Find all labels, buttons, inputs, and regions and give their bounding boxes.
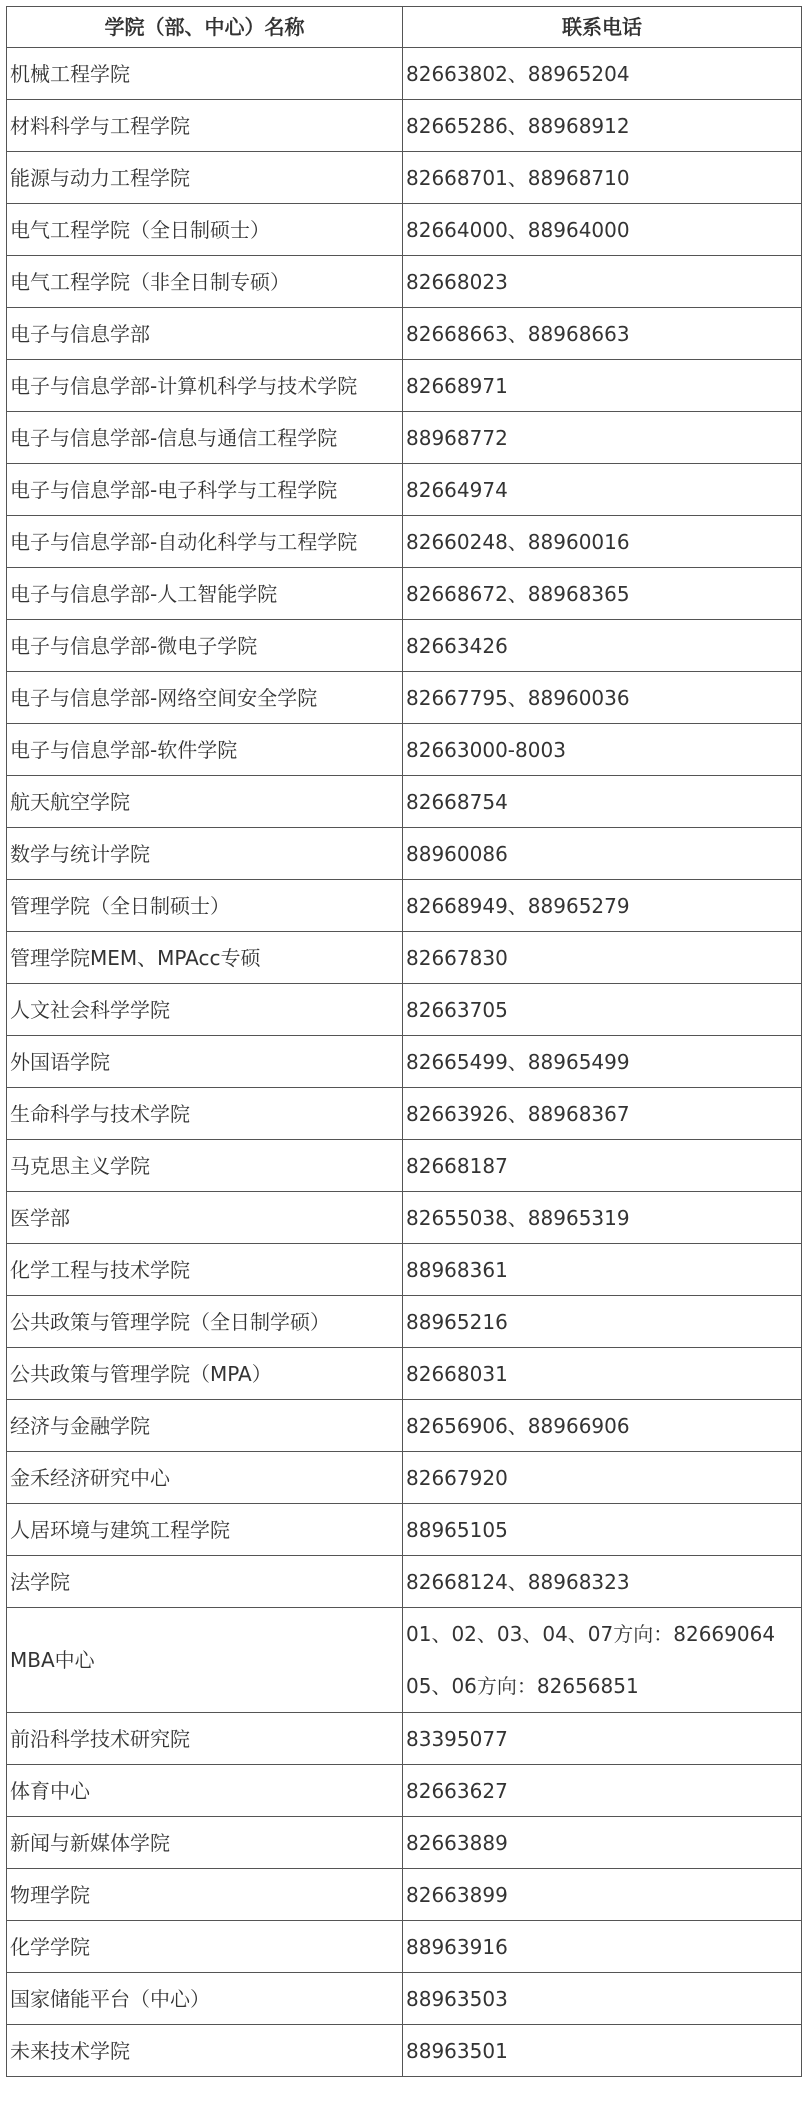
table-row <box>7 1088 802 1140</box>
phone-cell: 82663889 <box>403 1817 802 1869</box>
college-name-cell: 管理学院MEM、MPAcc专硕 <box>7 932 403 984</box>
college-name-cell: 化学工程与技术学院 <box>7 1244 403 1296</box>
phone-cell: 82668663、88968663 <box>403 308 802 360</box>
table-row <box>7 1504 802 1556</box>
college-name-cell: 航天航空学院 <box>7 776 403 828</box>
phone-cell: 82667830 <box>403 932 802 984</box>
phone-cell: 82668949、88965279 <box>403 880 802 932</box>
college-name-cell: 机械工程学院 <box>7 48 403 100</box>
college-name-cell: 马克思主义学院 <box>7 1140 403 1192</box>
phone-cell: 82668124、88968323 <box>403 1556 802 1608</box>
table-row <box>7 1817 802 1869</box>
contact-table-wrapper <box>6 6 802 2077</box>
table-row <box>7 1036 802 1088</box>
phone-cell: 82668672、88968365 <box>403 568 802 620</box>
table-row <box>7 204 802 256</box>
table-row <box>7 828 802 880</box>
phone-cell: 82665286、88968912 <box>403 100 802 152</box>
header-contact-phone: 联系电话 <box>403 7 802 48</box>
college-name-cell: 电子与信息学部-网络空间安全学院 <box>7 672 403 724</box>
college-name-cell: 电子与信息学部 <box>7 308 403 360</box>
college-name-cell: 电子与信息学部-人工智能学院 <box>7 568 403 620</box>
table-row <box>7 1348 802 1400</box>
college-name-cell: 生命科学与技术学院 <box>7 1088 403 1140</box>
phone-cell: 82664974 <box>403 464 802 516</box>
table-row <box>7 1869 802 1921</box>
phone-cell: 82663802、88965204 <box>403 48 802 100</box>
phone-cell: 82668754 <box>403 776 802 828</box>
table-row <box>7 568 802 620</box>
phone-cell: 88968361 <box>403 1244 802 1296</box>
table-row <box>7 412 802 464</box>
phone-cell: 82663627 <box>403 1765 802 1817</box>
phone-cell: 82668023 <box>403 256 802 308</box>
college-name-cell: 法学院 <box>7 1556 403 1608</box>
phone-cell: 82664000、88964000 <box>403 204 802 256</box>
college-name-cell: 电子与信息学部-微电子学院 <box>7 620 403 672</box>
table-row <box>7 1556 802 1608</box>
table-row <box>7 308 802 360</box>
phone-cell: 88965216 <box>403 1296 802 1348</box>
phone-cell: 88963503 <box>403 1973 802 2025</box>
table-row <box>7 672 802 724</box>
phone-cell: 82667795、88960036 <box>403 672 802 724</box>
header-college-name: 学院（部、中心）名称 <box>7 7 403 48</box>
college-name-cell: 人居环境与建筑工程学院 <box>7 1504 403 1556</box>
phone-line: 01、02、03、04、07方向：82669064 <box>406 1622 776 1646</box>
college-name-cell: 电气工程学院（非全日制专硕） <box>7 256 403 308</box>
table-row <box>7 1140 802 1192</box>
phone-cell: 82660248、88960016 <box>403 516 802 568</box>
table-row <box>7 1713 802 1765</box>
college-name-cell: 电子与信息学部-电子科学与工程学院 <box>7 464 403 516</box>
college-name-cell: 外国语学院 <box>7 1036 403 1088</box>
college-name-cell: 物理学院 <box>7 1869 403 1921</box>
phone-cell-multiline <box>403 1608 802 1713</box>
college-name-cell: 公共政策与管理学院（全日制学硕） <box>7 1296 403 1348</box>
phone-cell: 82668701、88968710 <box>403 152 802 204</box>
table-row <box>7 464 802 516</box>
college-name-cell: 新闻与新媒体学院 <box>7 1817 403 1869</box>
college-name-cell: 前沿科学技术研究院 <box>7 1713 403 1765</box>
phone-cell: 82663705 <box>403 984 802 1036</box>
college-name-cell: 电子与信息学部-自动化科学与工程学院 <box>7 516 403 568</box>
phone-cell: 82667920 <box>403 1452 802 1504</box>
table-row <box>7 1192 802 1244</box>
phone-line: 05、06方向：82656851 <box>406 1674 639 1698</box>
table-row <box>7 256 802 308</box>
college-name-cell: 体育中心 <box>7 1765 403 1817</box>
college-name-cell: 电子与信息学部-计算机科学与技术学院 <box>7 360 403 412</box>
phone-cell: 82663426 <box>403 620 802 672</box>
table-row <box>7 1452 802 1504</box>
table-row <box>7 48 802 100</box>
phone-cell: 82665499、88965499 <box>403 1036 802 1088</box>
phone-cell: 88965105 <box>403 1504 802 1556</box>
table-row <box>7 360 802 412</box>
table-row <box>7 1973 802 2025</box>
table-row <box>7 880 802 932</box>
phone-cell: 88963916 <box>403 1921 802 1973</box>
phone-cell: 88963501 <box>403 2025 802 2077</box>
table-row <box>7 620 802 672</box>
college-name-cell: 未来技术学院 <box>7 2025 403 2077</box>
table-row <box>7 516 802 568</box>
college-name-cell: 人文社会科学学院 <box>7 984 403 1036</box>
college-name-cell: 化学学院 <box>7 1921 403 1973</box>
phone-cell: 83395077 <box>403 1713 802 1765</box>
phone-cell: 88960086 <box>403 828 802 880</box>
table-row <box>7 724 802 776</box>
phone-cell: 82668187 <box>403 1140 802 1192</box>
college-name-cell: 金禾经济研究中心 <box>7 1452 403 1504</box>
college-name-cell: 公共政策与管理学院（MPA） <box>7 1348 403 1400</box>
college-name-cell: 数学与统计学院 <box>7 828 403 880</box>
table-row <box>7 1296 802 1348</box>
phone-cell: 82668971 <box>403 360 802 412</box>
college-name-cell: 管理学院（全日制硕士） <box>7 880 403 932</box>
phone-cell: 88968772 <box>403 412 802 464</box>
phone-cell: 82663899 <box>403 1869 802 1921</box>
college-name-cell: 能源与动力工程学院 <box>7 152 403 204</box>
college-contact-table <box>6 6 802 2077</box>
table-row <box>7 932 802 984</box>
college-name-cell: 电子与信息学部-信息与通信工程学院 <box>7 412 403 464</box>
college-name-cell: 医学部 <box>7 1192 403 1244</box>
table-row <box>7 984 802 1036</box>
table-row <box>7 1244 802 1296</box>
phone-cell: 82655038、88965319 <box>403 1192 802 1244</box>
table-header-row <box>7 7 802 48</box>
college-name-cell: 国家储能平台（中心） <box>7 1973 403 2025</box>
table-row <box>7 1921 802 1973</box>
college-name-cell: 材料科学与工程学院 <box>7 100 403 152</box>
phone-cell: 82663926、88968367 <box>403 1088 802 1140</box>
table-row <box>7 2025 802 2077</box>
phone-cell: 82663000-8003 <box>403 724 802 776</box>
table-row <box>7 100 802 152</box>
college-name-cell: MBA中心 <box>7 1608 403 1713</box>
college-name-cell: 电气工程学院（全日制硕士） <box>7 204 403 256</box>
college-name-cell: 经济与金融学院 <box>7 1400 403 1452</box>
table-row <box>7 1608 802 1713</box>
table-row <box>7 776 802 828</box>
table-row <box>7 152 802 204</box>
table-row <box>7 1400 802 1452</box>
phone-cell: 82668031 <box>403 1348 802 1400</box>
table-row <box>7 1765 802 1817</box>
phone-cell: 82656906、88966906 <box>403 1400 802 1452</box>
college-name-cell: 电子与信息学部-软件学院 <box>7 724 403 776</box>
